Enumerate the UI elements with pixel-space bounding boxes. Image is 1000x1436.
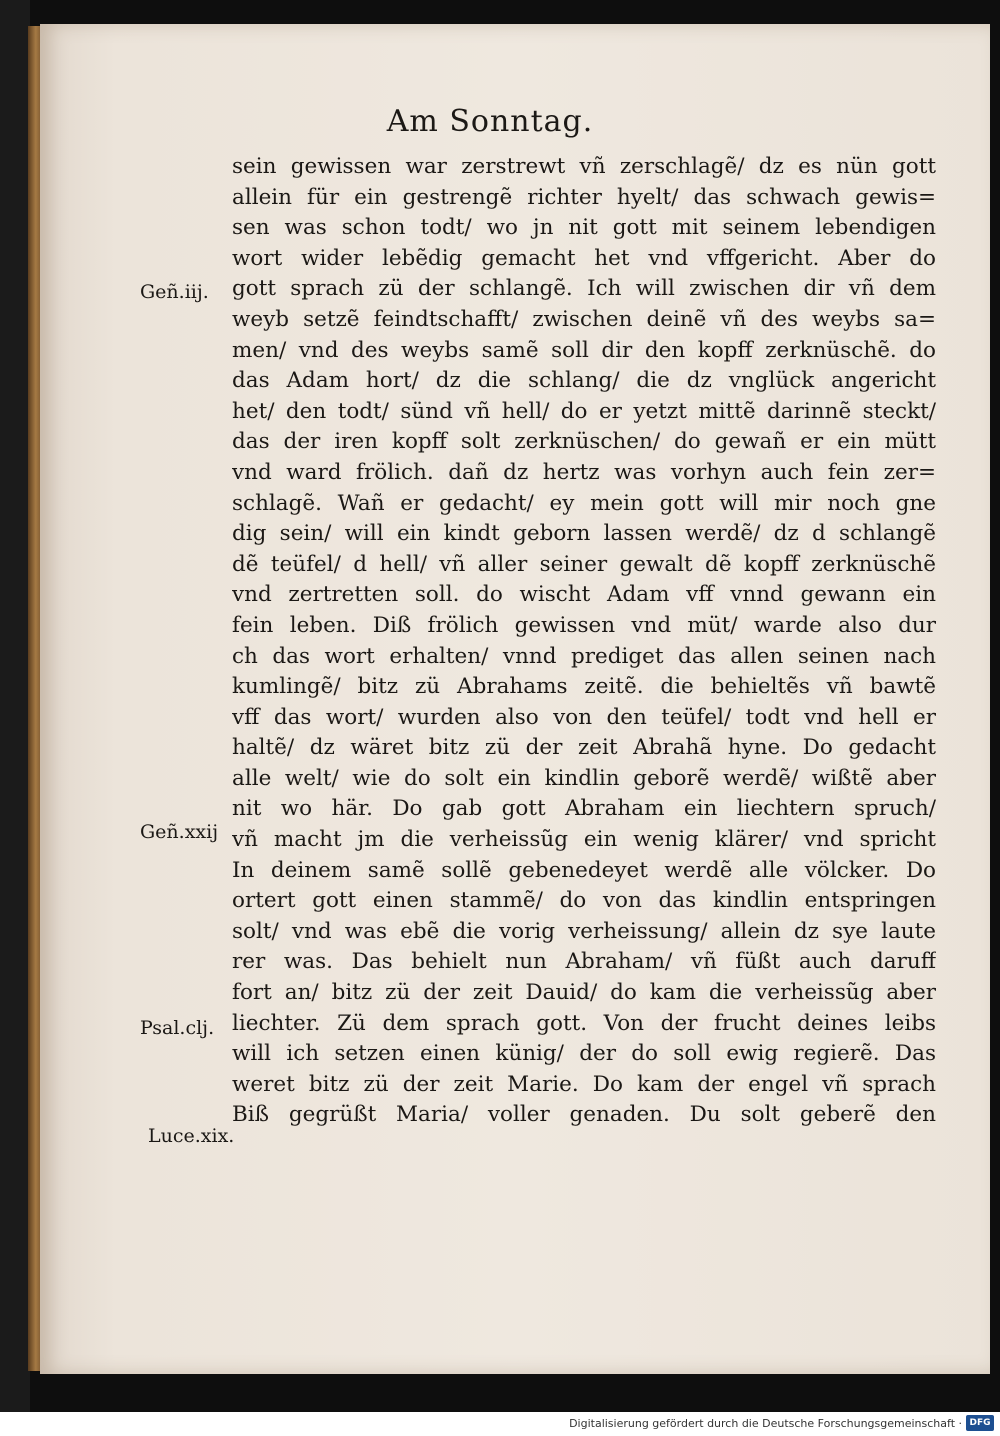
text-line: sen was schon todt/ wo jn nit gott mit seinem lebendigen [232,215,936,241]
text-line: vnd ward frölich. dañ dz hertz was vorhyn auch fein zer= [232,459,936,485]
footer-credit: Digitalisierung gefördert durch die Deutsche Forschungsgemeinschaft · [569,1417,962,1430]
marginal-note-gen-3: Geñ.iij. [140,281,209,303]
body-text [232,152,936,1131]
text-line: ortert gott einen stammẽ/ do von das kindlin entspringen [232,888,936,914]
text-line: liechter. Zü dem sprach gott. Von der frucht deines leibs [232,1010,936,1036]
text-line: nit wo här. Do gab gott Abraham ein liechtern spruch/ [232,796,936,822]
text-line: dig sein/ will ein kindt geborn lassen werdẽ/ dz d schlangẽ [232,521,936,547]
text-line: schlagẽ. Wañ er gedacht/ ey mein gott will mir noch gne [232,490,936,516]
text-line: gott sprach zü der schlangẽ. Ich will zwischen dir vñ dem [232,276,936,302]
text-line: allein für ein gestrengẽ richter hyelt/ das schwach gewis= [232,184,936,210]
text-line: Biß gegrüßt Maria/ voller genaden. Du solt geberẽ den [232,1102,936,1128]
text-line: In deinem samẽ sollẽ gebenedeyet werdẽ alle völcker. Do [232,857,936,883]
text-line: vñ macht jm die verheissũg ein wenig klärer/ vnd spricht [232,827,936,853]
text-line: sein gewissen war zerstrewt vñ zerschlagẽ/ dz es nün gott [232,154,936,179]
running-head: Am Sonntag. [386,104,594,139]
marginal-note-luce: Luce.xix. [148,1125,235,1147]
text-line: vnd zertretten soll. do wischt Adam vff vnnd gewann ein [232,582,936,608]
text-line: das Adam hort/ dz die schlang/ die dz vnglück angericht [232,368,936,394]
text-line: weyb setzẽ feindtschafft/ zwischen deinẽ vñ des weybs sa= [232,306,936,332]
text-line: ch das wort erhalten/ vnnd prediget das allen seinen nach [232,643,936,669]
text-line: fort an/ bitz zü der zeit Dauid/ do kam die verheissũg aber [232,980,936,1006]
dfg-logo-icon: DFG [966,1415,994,1431]
marginal-note-gen-22: Geñ.xxij [140,821,219,843]
text-line: rer was. Das behielt nun Abraham/ vñ füßt auch daruff [232,949,936,975]
text-line: weret bitz zü der zeit Marie. Do kam der engel vñ sprach [232,1071,936,1097]
digitization-footer [0,1412,1000,1436]
text-line: das der iren kopff solt zerknüschen/ do gewañ er ein mütt [232,429,936,455]
text-line: wort wider lebẽdig gemacht het vnd vffgericht. Aber do [232,245,936,271]
text-line: dẽ teüfel/ d hell/ vñ aller seiner gewalt dẽ kopff zerknüschẽ [232,551,936,577]
scan-left-edge [0,0,30,1412]
text-line: men/ vnd des weybs samẽ soll dir den kopff zerknüschẽ. do [232,337,936,363]
text-line: fein leben. Diß frölich gewissen vnd müt/ warde also dur [232,612,936,638]
text-line: het/ den todt/ sünd vñ hell/ do er yetzt mittẽ darinnẽ steckt/ [232,398,936,424]
text-line: kumlingẽ/ bitz zü Abrahams zeitẽ. die behieltẽs vñ bawtẽ [232,674,936,700]
text-line: vff das wort/ wurden also von den teüfel/ todt vnd hell er [232,704,936,730]
text-line: haltẽ/ dz wäret bitz zü der zeit Abrahã hyne. Do gedacht [232,735,936,761]
text-line: solt/ vnd was ebẽ die vorig verheissung/ allein dz sye laute [232,918,936,944]
text-line: alle welt/ wie do solt ein kindlin geborẽ werdẽ/ wißtẽ aber [232,765,936,791]
text-line: will ich setzen einen künig/ der do soll ewig regierẽ. Das [232,1041,936,1067]
marginal-note-psal: Psal.clj. [140,1017,215,1039]
